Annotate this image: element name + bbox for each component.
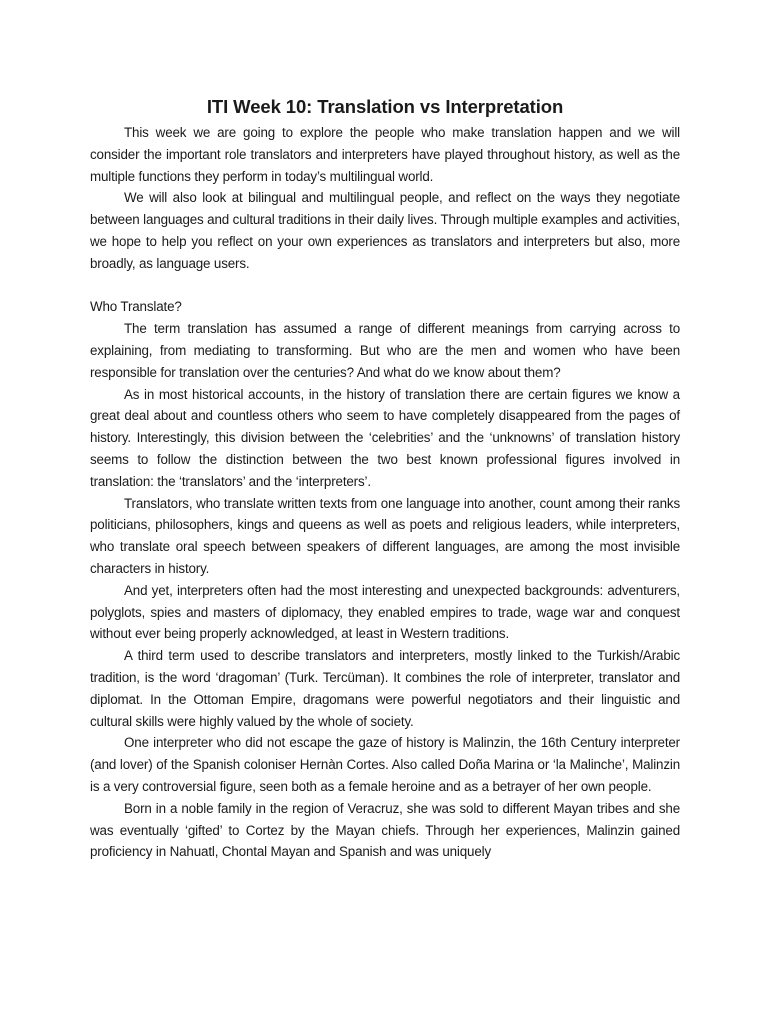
section-paragraph-1: The term translation has assumed a range of different meanings from carrying across to explaining, from mediating to transforming. But who are the men and women who have been responsible for translation over the centuries? And what do we know about them? — [90, 321, 680, 380]
section-heading: Who Translate? — [90, 299, 182, 315]
document-title: ITI Week 10: Translation vs Interpretation — [206, 96, 564, 117]
section-paragraph-4: And yet, interpreters often had the most interesting and unexpected backgrounds: adventurers, polyglots, spies and masters of diplomacy, they enabled empires to trade, wage war and conquest without ever being properly acknowledged, at least in Western traditions. — [90, 582, 680, 642]
section-paragraph-2: As in most historical accounts, in the history of translation there are certain figures we know a great deal about and countless others who seem to have completely disappeared from the pages of history. Interestingly, this division between the ‘celebrities’ and the ‘unknowns’ of translation history seems to follow the distinction between the two best known professional figures involved in translation: the ‘translators’ and the ‘interpreters’. — [90, 386, 680, 489]
document-body — [90, 94, 680, 863]
section-paragraph-7: Born in a noble family in the region of Veracruz, she was sold to different Mayan tribes and she was eventually ‘gifted’ to Cortez by the Mayan chiefs. Through her experiences, Malinzin gained proficiency in Nahuatl, Chontal Mayan and Spanish and was uniquely — [90, 800, 680, 860]
section-paragraph-3: Translators, who translate written texts from one language into another, count among their ranks politicians, philosophers, kings and queens as well as poets and religious leaders, while interpreters, who translate oral speech between speakers of different languages, are among the most invisible characters in history. — [90, 495, 680, 576]
section-paragraph-6: One interpreter who did not escape the gaze of history is Malinzin, the 16th Century interpreter (and lover) of the Spanish coloniser Hernàn Cortes. Also called Doña Marina or ‘la Malinche’, Malinzin is a very controversial figure, seen both as a female heroine and as a betrayer of her own people. — [90, 735, 680, 794]
intro-paragraph-1: This week we are going to explore the people who make translation happen and we will consider the important role translators and interpreters have played throughout history, as well as the multiple functions they perform in today’s multilingual world. — [90, 125, 680, 184]
intro-paragraph-2: We will also look at bilingual and multilingual people, and reflect on the ways they negotiate between languages and cultural traditions in their daily lives. Through multiple examples and activities, we hope to help you reflect on your own experiences as translators and interpreters but also, more broadly, as language users. — [90, 190, 680, 271]
section-paragraph-5: A third term used to describe translators and interpreters, mostly linked to the Turkish/Arabic tradition, is the word ‘dragoman’ (Turk. Tercüman). It combines the role of interpreter, translator and diplomat. In the Ottoman Empire, dragomans were powerful negotiators and their linguistic and cultural skills were highly valued by the whole of society. — [90, 648, 680, 729]
